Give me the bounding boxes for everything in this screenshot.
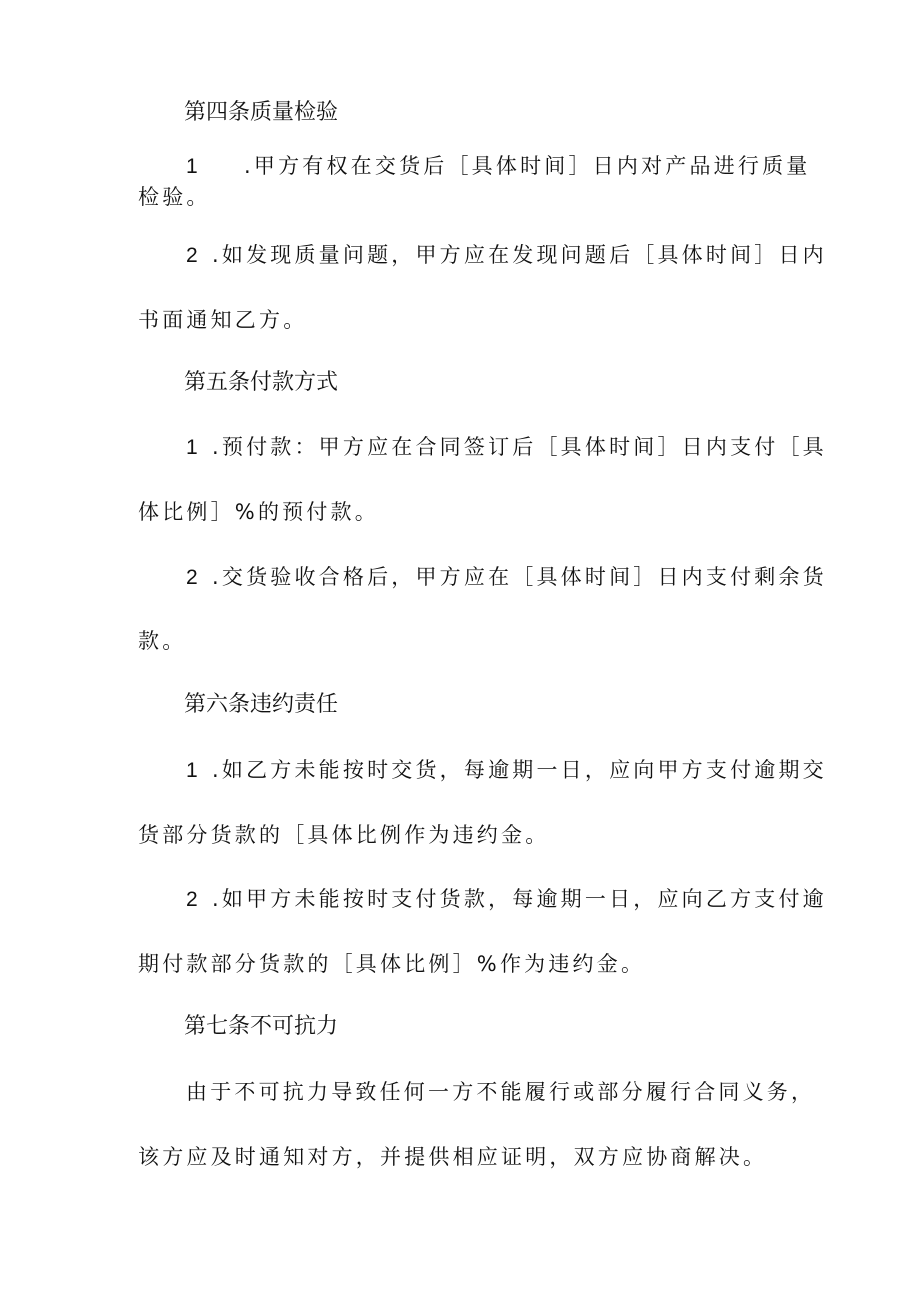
clause-6-2-line-1 bbox=[186, 885, 827, 914]
clause-text: .如乙方未能按时交货，每逾期一日，应向甲方支付逾期交 bbox=[212, 758, 827, 782]
clause-number: 1 bbox=[186, 759, 201, 782]
clause-6-2-line-2: 期付款部分货款的［具体比例］%作为违约金。 bbox=[138, 952, 646, 976]
section-heading-article-7: 第七条不可抗力 bbox=[184, 1014, 339, 1039]
clause-number: 2 bbox=[186, 244, 201, 267]
clause-6-1-line-2: 货部分货款的［具体比例作为违约金。 bbox=[138, 823, 550, 847]
clause-number: 2 bbox=[186, 566, 201, 589]
clause-number: 1 bbox=[186, 436, 201, 459]
paragraph-7-line-1: 由于不可抗力导致任何一方不能履行或部分履行合同义务， bbox=[186, 1080, 816, 1104]
section-heading-article-6: 第六条违约责任 bbox=[184, 692, 339, 717]
clause-text: .如发现质量问题，甲方应在发现问题后［具体时间］日内 bbox=[212, 243, 827, 267]
clause-5-2-line-2: 款。 bbox=[138, 629, 187, 653]
paragraph-7-line-2: 该方应及时通知对方，并提供相应证明，双方应协商解决。 bbox=[138, 1145, 768, 1169]
clause-4-1-line-2: 检验。 bbox=[138, 185, 211, 209]
clause-5-1-line-1 bbox=[186, 433, 827, 462]
clause-5-2-line-1 bbox=[186, 563, 827, 592]
clause-text: .如甲方未能按时支付货款，每逾期一日，应向乙方支付逾 bbox=[212, 887, 827, 911]
section-heading-article-5: 第五条付款方式 bbox=[184, 370, 339, 395]
clause-4-1-line-1 bbox=[186, 152, 810, 181]
clause-5-1-line-2: 体比例］%的预付款。 bbox=[138, 500, 379, 524]
clause-text: .甲方有权在交货后［具体时间］日内对产品进行质量 bbox=[244, 154, 811, 178]
clause-4-2-line-1 bbox=[186, 241, 827, 270]
clause-text: .预付款：甲方应在合同签订后［具体时间］日内支付［具 bbox=[212, 435, 827, 459]
clause-number: 2 bbox=[186, 888, 201, 911]
clause-text: .交货验收合格后，甲方应在［具体时间］日内支付剩余货 bbox=[212, 565, 827, 589]
clause-6-1-line-1 bbox=[186, 756, 827, 785]
clause-number: 1 bbox=[186, 155, 201, 178]
clause-4-2-line-2: 书面通知乙方。 bbox=[138, 308, 308, 332]
section-heading-article-4: 第四条质量检验 bbox=[184, 100, 339, 125]
